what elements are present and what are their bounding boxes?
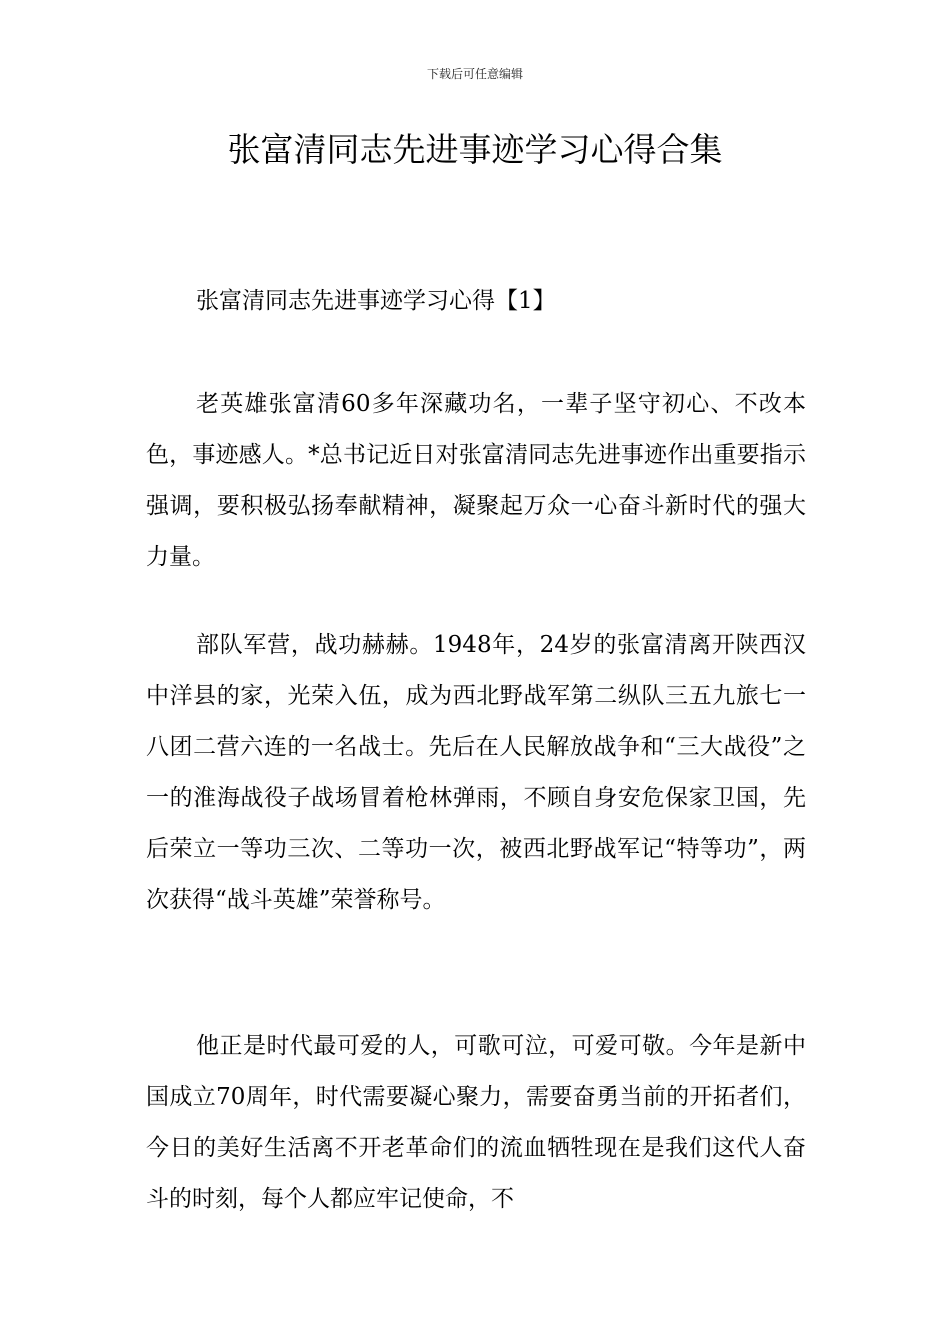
header-note: 下载后可任意编辑 [426,67,523,81]
section-heading: 张富清同志先进事迹学习心得【1】 [196,288,556,314]
body-paragraph: 他正是时代最可爱的人，可歌可泣，可爱可敬。今年是新中国成立70周年，时代需要凝心聚力，需要奋勇当前的开拓者们，今日的美好生活离不开老革命们的流血牺牲现在是我们这代人奋斗的时刻，每个人都应牢记使命，不 [146,1033,806,1212]
body-paragraph: 老英雄张富清60多年深藏功名，一辈子坚守初心、不改本色，事迹感人。*总书记近日对张富清同志先进事迹作出重要指示强调，要积极弘扬奉献精神，凝聚起万众一心奋斗新时代的强大力量。 [146,391,806,570]
document-title: 张富清同志先进事迹学习心得合集 [227,130,723,169]
body-paragraph: 部队军营，战功赫赫。1948年，24岁的张富清离开陕西汉中洋县的家，光荣入伍，成为西北野战军第二纵队三五九旅七一八团二营六连的一名战士。先后在人民解放战争和“三大战役”之一的淮海战役子战场冒着枪林弹雨，不顾自身安危保家卫国，先后荣立一等功三次、二等功一次，被西北野战军记“特等功”，两次获得“战斗英雄”荣誉称号。 [146,632,806,913]
